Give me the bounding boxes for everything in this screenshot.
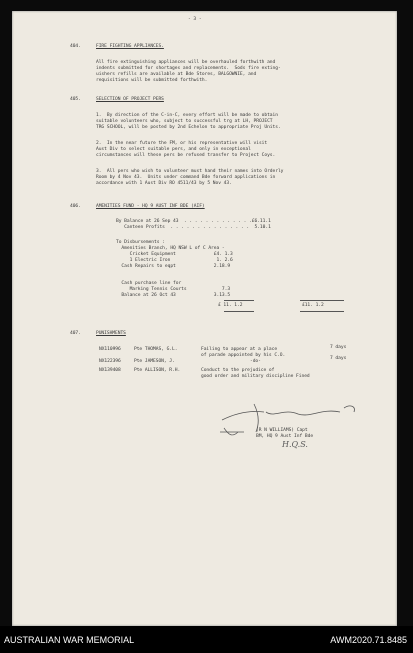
account-line: Canteen Profits . . . . . . . . . . . . . . . 5.10.1 [116,225,271,230]
section-404-title: FIRE FIGHTING APPLIANCES. [96,44,164,49]
award: 7 days [330,345,347,350]
total-right: £11. 1.2 [302,303,324,308]
rank-name: Pte ALLISON, R.H. [134,368,181,373]
offence-cont: good order and military discipline Fined [201,374,310,379]
account-line: Marking Tennis Courts 7.3 [116,287,231,292]
rank-name: Pte JAMESON, J. [134,359,175,364]
text-line: suitable volunteers who, subject to successful trg at LH, PROJECT [96,119,273,124]
account-line: Balance at 26 Oct 43 3.13.5 [116,293,231,298]
service-number: NX139408 [99,368,121,373]
total-rule [224,311,254,312]
account-line: By Balance at 26 Sep 43 . . . . . . . . . . . . .£6.11.1 [116,219,271,224]
document-page [12,11,397,626]
offence: Conduct to the prejudice of [201,368,275,373]
offence: -do- [250,359,261,364]
section-404-number: 404. [70,44,81,49]
signatory-name: (R N WILLIAMS) Capt [256,428,308,433]
text-line: circumstances will these pers be refused transfer to Project Coys. [96,153,276,158]
text-line: All fire extinguishing appliances will be overhauled forthwith and [96,60,276,65]
section-407-title: PUNISHMENTS [96,331,126,336]
text-line: uishers refills are available at Bde Stores, BALGOWNIE, and [96,72,257,77]
service-number: NX122396 [99,359,121,364]
account-line: Amenities Branch, HQ NSW L of C Area - [116,246,225,251]
section-405-title: SELECTION OF PROJECT PERS [96,97,164,102]
footer-bar [0,626,413,653]
page-number: - 3 - [188,17,202,22]
text-line: requisitions will be submitted forthwith. [96,78,208,83]
text-line: TRG SCHOOL, will be posted by 2nd Echelon to appropriate Proj Units. [96,125,281,130]
sum-rule [300,300,344,301]
text-line: indents submitted for shortages and replacements. Sods fire exting- [96,66,281,71]
account-line: Cricket Equipment £4. 1.3 [116,252,233,257]
sum-rule [224,300,254,301]
footer-accession-number: AWM2020.71.8485 [330,635,407,645]
text-line: accordance with 1 Aust Div RO 4511/43 by 5 Nov 43. [96,181,232,186]
text-line: Aust Div to select suitable pers, and only in exceptional [96,147,251,152]
section-405-number: 405. [70,97,81,102]
text-line: Room by 4 Nov 43. Units under command Bde forward applications in [96,175,276,180]
offence-cont: of parade appointed by his C.O. [201,353,286,358]
account-line: Cash Repairs to eqpt 2.18.9 [116,264,231,269]
section-406-title: AMENITIES FUND - HQ 9 AUST INF BDE (AIF) [96,204,205,209]
account-line: Cash purchase line for [116,281,182,286]
offence: Failing to appear at a place [201,347,278,352]
section-407-number: 407. [70,331,81,336]
text-line: 3. All pers who wish to volunteer must hand their names into Orderly [96,169,284,174]
signatory-role: BM, HQ 9 Aust Inf Bde [256,434,314,439]
text-line: 2. In the near future the FM, or his representative will visit [96,141,268,146]
account-line: 1 Electric Iron 1. 2.6 [116,258,233,263]
section-406-number: 406. [70,204,81,209]
rank-name: Pte THOMAS, G.L. [134,347,178,352]
award: 7 days [330,356,347,361]
handwritten-initials: H.Q.S. [282,440,308,449]
text-line: 1. By direction of the C-in-C, every effort will be made to obtain [96,113,278,118]
total-left: £ 11. 1.2 [218,303,243,308]
total-rule [300,311,344,312]
account-line: To Disbursements : [116,240,165,245]
service-number: NX110996 [99,347,121,352]
footer-institution: AUSTRALIAN WAR MEMORIAL [4,635,135,645]
